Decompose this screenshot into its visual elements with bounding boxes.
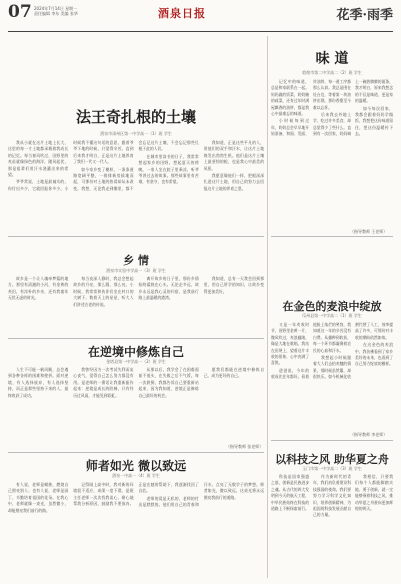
article-body — [8, 482, 264, 578]
article-signature: （指导教师 张老师） — [226, 444, 264, 449]
article-paragraph: 我想起小时候跟着大人们去拾麦穗的情景，那时候虽然累，却很快乐。如今机械化收割代替了人工，效率提高了许多，可那份对丰收的期盼依然如故。 — [313, 322, 393, 380]
section-divider — [8, 338, 264, 339]
article-paragraph: 后来我去外地上学，吃过许多美食，却总觉得少了些什么。直到有一次回家，妈妈端上一碗热腾腾的面条，我才明白，原来我想念的不仅是味道，更是家的温暖。 — [313, 79, 393, 137]
article-body — [271, 79, 393, 229]
article-signature: （指导教师 李老师） — [350, 432, 388, 437]
article-title: 在金色的麦浪中绽放 — [282, 300, 382, 313]
header-meta — [34, 6, 124, 16]
page-number: 07 — [8, 2, 32, 22]
article-body — [8, 367, 264, 444]
article-paragraph: 爸爸说，今年的收成比往年都好。看着他脸上灿烂的笑容，我知道这一年的辛苦没有白费。从播种到收获，每一个环节都凝聚着农民的心血和汗水。 — [271, 322, 351, 380]
article-paragraph: 故乡是一个让人魂牵梦萦的地方。那里有清澈的小河，有金黄的麦田，有淳朴的乡亲，还有我童年无忧无虑的时光。 — [8, 276, 69, 301]
section-title: 花季·雨季 — [336, 8, 393, 23]
article-paragraph: 科技是国家强盛之基，创新是民族进步之魂。从古代的四大发明到今天的航天工程，中华民族始终在科技的道路上不断探索前行。 — [271, 474, 309, 512]
article-paragraph: 离开故乡的日子里，那份乡情始终萦绕在心头。无论走多远，故乡永远是我心灵的归宿，是我前行路上最温暖的港湾。 — [138, 276, 199, 301]
article-byline: 玉门市第一中学高二（3）班 学生 — [302, 466, 362, 471]
article-paragraph: 我从小就在这片土地上长大，这里的每一寸土地都承载着我成长的记忆。每当春风吹过，田野里的麦苗就像绿色的海洋，随风起伏，那是祖辈们用汗水浇灌出来的希望。 — [8, 140, 69, 178]
section-divider — [8, 452, 264, 453]
article-title: 在逆境中修炼自己 — [87, 345, 184, 359]
article-byline: 金塔县第一中学高一（2）班 学生 — [106, 359, 166, 364]
article-title: 法王奇扎根的土壤 — [75, 108, 196, 126]
section-divider — [271, 236, 393, 237]
article-paragraph: 爷爷常说，土地是最诚实的，你付出多少，它就回报你多少。小时候我不懂这句话的意思，跟着爷爷下地的时候，只觉得辛苦。直到后来我才明白，正是这片土地养育了我们一代又一代人。 — [8, 140, 134, 191]
article-paragraph: 记忆中的味道，总是和家联系在一起。妈妈做的饭菜，奶奶腌的咸菜，还有过年时满屋飘香的油饼，都是我心中最难忘的味道。 — [271, 79, 309, 117]
article-byline: 酒泉市实验中学高一（3）班 学生 — [106, 268, 166, 273]
article-byline: 敦煌市第二中学高二（2）班 学生 — [302, 70, 362, 75]
article-title: 味 道 — [315, 51, 349, 67]
article-body — [271, 474, 393, 578]
article-paragraph: 我愿意像他们一样，把根深深扎进这片土地，用自己的努力去回报这片土地的养育之恩。 — [203, 173, 264, 191]
article-paragraph: 小时候每到过年，奶奶总会早早地开始准备，和面、发面、炸油饼，每一道工序都那么认真。我总是围在灶台边，等着第一块油饼出锅，那份香甜至今难以忘怀。 — [271, 79, 351, 137]
article-title: 以科技之风 助华夏之舟 — [275, 453, 389, 466]
article-signature: （指导教师 王老师） — [350, 229, 388, 234]
article-paragraph: 记得刚上高中时，我对新的环境很不适应，成绩一度下滑。是班主任老师一次次找我谈心，耐心地帮我分析原因，鼓励我不要放弃。正是在她的帮助下，我逐渐找回了自信。 — [73, 482, 199, 507]
header-date: 2024年7月14日 星期一 — [34, 6, 78, 11]
section-divider — [8, 236, 264, 237]
article-paragraph: 每当夜深人静时，我总会想起故乡的月亮，那么圆，那么亮。小时候，我常常和伙伴们坐在村口的大树下，数着天上的星星，听大人们讲述古老的传说。 — [73, 276, 134, 307]
header-editors: 责任编辑 李东 美编 张华 — [34, 11, 78, 16]
article-paragraph: 我相信，只要我们每个人都能脚踏实地、勇于创新，就一定能够乘着科技之风，推动华夏之舟驶向更加辉煌的明天。 — [355, 474, 393, 512]
article-paragraph: 作为新时代的青年，我们肩负着建设科技强国的使命。我们要努力学习科学文化知识，培养创新精神，为祖国的科技发展贡献自己的力量。 — [313, 474, 351, 518]
article-paragraph: 人生不可能一帆风顺，总会遇到各种各样的困难和挫折。面对逆境，有人选择放弃，有人选择坚持，而正是那些坚持下来的人，最终收获了成功。 — [8, 367, 69, 398]
article-byline: 酒泉市肃州区第一中学高一（1）班 学生 — [100, 131, 172, 136]
article-body — [8, 140, 264, 232]
article-paragraph: 老师的爱是无私的，老师的付出是默默的。他们用自己的青春和汗水，点亮了无数学子的梦想。师者如光，微以致远，这束光将永远照亮我前行的道路。 — [138, 482, 264, 508]
article-title: 乡 情 — [123, 254, 149, 267]
article-byline: 酒泉一中高一（4）班 学生 — [112, 473, 160, 478]
article-paragraph: 有人说，老师是蜡烛，燃烧自己照亮别人；也有人说，老师是园丁，辛勤培育祖国的花朵。在我心中，老师就像一束光，虽然微小，却能照亮我们前行的路。 — [8, 482, 69, 513]
article-paragraph: 如今每次回家，我都会跟着妈妈学做饭，我想把这份味道留住，把这份温暖传下去。 — [355, 105, 393, 137]
article-paragraph: 我知道，正是这些平凡的人，用他们的双手和汗水，让这片土地焕发出勃勃生机。他们是这片土壤上最坚韧的根，也是我心中最美的风景。 — [203, 140, 264, 171]
section-divider — [271, 440, 393, 441]
page-header — [0, 0, 401, 34]
article-title: 师者如光 微以致远 — [85, 459, 187, 473]
article-paragraph: 在这金色的麦浪中，我仿佛看到了家乡美好的未来，也看到了自己努力绽放的模样。 — [355, 342, 393, 367]
article-paragraph: 又是一年麦收时节，田野里金黄一片，微风吹过，麦浪翻滚，像是大地在歌唱。我站在田埂上，望着这片丰收的景象，心中充满了喜悦。 — [271, 322, 309, 366]
article-paragraph: 我曾经因为一次考试失利而灰心丧气，觉得自己怎么努力都没有用。是老师的一番话让我重新振作起来：逆境是成长的阶梯，只有经历过风雨，才能见到彩虹。 — [73, 367, 134, 398]
paper-logo: 酒泉日报 — [158, 7, 206, 20]
article-paragraph: 如今家乡变了模样，一条条道路宽阔平整，一排排新房拔地而起，可那份对土地的热爱却从未改变。我想，无论我走到哪里，都不会忘记这片土壤，不会忘记那些扎根于此的人们。 — [73, 140, 199, 191]
article-paragraph: 在城市里读书的日子，我常常想起家乡的田野。想起夏天的傍晚，一家人坐在院子里乘凉，听爷爷讲过去的故事。那些故事里有苦难，有坚守，也有希望。 — [138, 153, 199, 185]
article-paragraph: 我知道，总有一天我会回到那里，用自己所学的知识，让故乡变得更加美好。 — [203, 276, 264, 294]
article-body — [8, 276, 264, 334]
article-paragraph: 从那以后，我学会了在困难面前不低头，在失败之后不气馁。每一次跌倒，我都告诉自己要重新站起来，因为我知道，逆境正是修炼自己最好的机会。 — [138, 367, 199, 398]
column-divider — [267, 36, 268, 578]
article-body — [271, 322, 393, 432]
header-rule — [8, 31, 393, 32]
article-paragraph: 愿我们都能在逆境中修炼自己，成为更好的自己。 — [203, 367, 264, 379]
article-byline: 瓜州县第一中学高二（1）班 学生 — [302, 313, 362, 318]
